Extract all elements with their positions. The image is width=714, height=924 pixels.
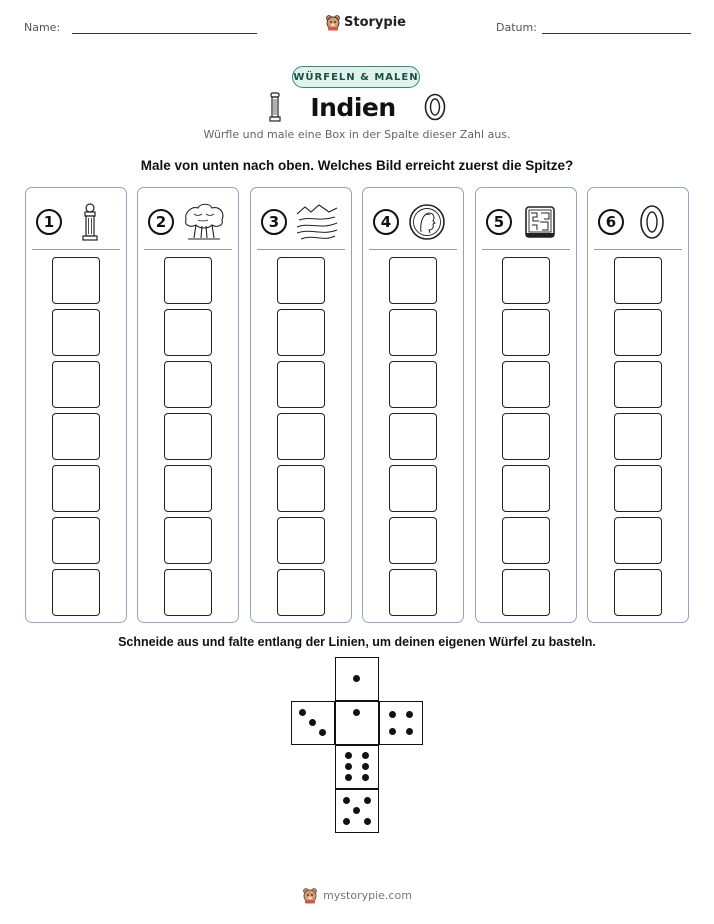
pip: [362, 763, 369, 770]
color-box[interactable]: [502, 361, 550, 408]
color-box[interactable]: [389, 517, 437, 564]
color-box[interactable]: [52, 309, 100, 356]
pip: [345, 763, 352, 770]
river-icon: [295, 202, 339, 242]
column-divider: [32, 249, 120, 250]
column-divider: [482, 249, 570, 250]
die-face-1-center: [335, 701, 379, 745]
color-box[interactable]: [52, 413, 100, 460]
column-divider: [369, 249, 457, 250]
column-1: [25, 187, 127, 623]
logo-text: Storypie: [344, 15, 406, 30]
color-box[interactable]: [277, 309, 325, 356]
pip: [353, 807, 360, 814]
color-box[interactable]: [614, 465, 662, 512]
color-box[interactable]: [502, 257, 550, 304]
footer: [0, 887, 714, 904]
color-box[interactable]: [389, 361, 437, 408]
column-number: 2: [148, 209, 174, 235]
column-number: 5: [486, 209, 512, 235]
color-box[interactable]: [389, 257, 437, 304]
column-3: [250, 187, 352, 623]
color-box[interactable]: [164, 465, 212, 512]
color-box[interactable]: [164, 413, 212, 460]
column-2: [137, 187, 239, 623]
color-box[interactable]: [52, 465, 100, 512]
column-5: [475, 187, 577, 623]
pip: [353, 709, 360, 716]
column-divider: [594, 249, 682, 250]
storypie-logo: [325, 14, 406, 31]
color-box[interactable]: [502, 309, 550, 356]
carving-tile-icon: [520, 202, 560, 242]
color-box[interactable]: [389, 465, 437, 512]
color-box[interactable]: [52, 569, 100, 616]
pip: [345, 774, 352, 781]
bear-icon: [325, 14, 341, 31]
color-box[interactable]: [52, 517, 100, 564]
color-box[interactable]: [277, 517, 325, 564]
pip: [406, 728, 413, 735]
column-6: [587, 187, 689, 623]
color-box[interactable]: [502, 413, 550, 460]
banyan-tree-icon: [182, 202, 226, 242]
cut-instruction: Schneide aus und falte entlang der Linien, um deinen eigenen Würfel zu basteln.: [118, 635, 596, 649]
color-box[interactable]: [52, 257, 100, 304]
color-box[interactable]: [389, 413, 437, 460]
footer-url[interactable]: mystorypie.com: [323, 889, 412, 902]
color-box[interactable]: [277, 361, 325, 408]
color-box[interactable]: [614, 257, 662, 304]
pip: [299, 709, 306, 716]
die-face-6: [335, 745, 379, 789]
color-box[interactable]: [164, 309, 212, 356]
page-title: Indien: [310, 92, 396, 122]
pip: [362, 774, 369, 781]
pip: [406, 711, 413, 718]
pip: [319, 729, 326, 736]
color-box[interactable]: [164, 517, 212, 564]
subtitle: Würfle und male eine Box in der Spalte dieser Zahl aus.: [203, 128, 511, 141]
pip: [343, 818, 350, 825]
column-divider: [144, 249, 232, 250]
die-face-5: [335, 789, 379, 833]
die-face-1: [335, 657, 379, 701]
column-number: 4: [373, 209, 399, 235]
column-number: 1: [36, 209, 62, 235]
pillar-icon: [70, 202, 110, 242]
pip: [364, 797, 371, 804]
column-4: [362, 187, 464, 623]
pip: [362, 752, 369, 759]
column-number: 6: [598, 209, 624, 235]
date-label: Datum:: [496, 21, 537, 34]
color-box[interactable]: [52, 361, 100, 408]
color-box[interactable]: [389, 569, 437, 616]
name-label: Name:: [24, 21, 61, 34]
color-box[interactable]: [614, 309, 662, 356]
pip: [389, 728, 396, 735]
zero-icon: [632, 202, 672, 242]
color-box[interactable]: [502, 569, 550, 616]
color-box[interactable]: [277, 413, 325, 460]
color-box[interactable]: [502, 465, 550, 512]
bear-icon: [302, 887, 318, 904]
instruction: Male von unten nach oben. Welches Bild erreicht zuerst die Spitze?: [140, 158, 574, 173]
color-box[interactable]: [164, 361, 212, 408]
color-box[interactable]: [614, 569, 662, 616]
pip: [389, 711, 396, 718]
pip: [309, 719, 316, 726]
die-face-4: [379, 701, 423, 745]
color-box[interactable]: [614, 413, 662, 460]
activity-badge: WÜRFELN & MALEN: [292, 66, 420, 88]
zero-icon: [424, 93, 446, 121]
color-box[interactable]: [389, 309, 437, 356]
color-box[interactable]: [502, 517, 550, 564]
pip: [343, 797, 350, 804]
die-face-3: [291, 701, 335, 745]
pillar-icon: [268, 92, 282, 122]
color-box[interactable]: [614, 517, 662, 564]
color-box[interactable]: [277, 257, 325, 304]
pip: [353, 675, 360, 682]
pip: [345, 752, 352, 759]
color-box[interactable]: [277, 569, 325, 616]
coin-icon: [407, 202, 447, 242]
color-box[interactable]: [164, 257, 212, 304]
color-box[interactable]: [277, 465, 325, 512]
color-box[interactable]: [614, 361, 662, 408]
name-line[interactable]: [72, 33, 257, 34]
color-box[interactable]: [164, 569, 212, 616]
pip: [364, 818, 371, 825]
date-line[interactable]: [542, 33, 691, 34]
column-divider: [257, 249, 345, 250]
title-row: [0, 92, 714, 122]
column-number: 3: [261, 209, 287, 235]
